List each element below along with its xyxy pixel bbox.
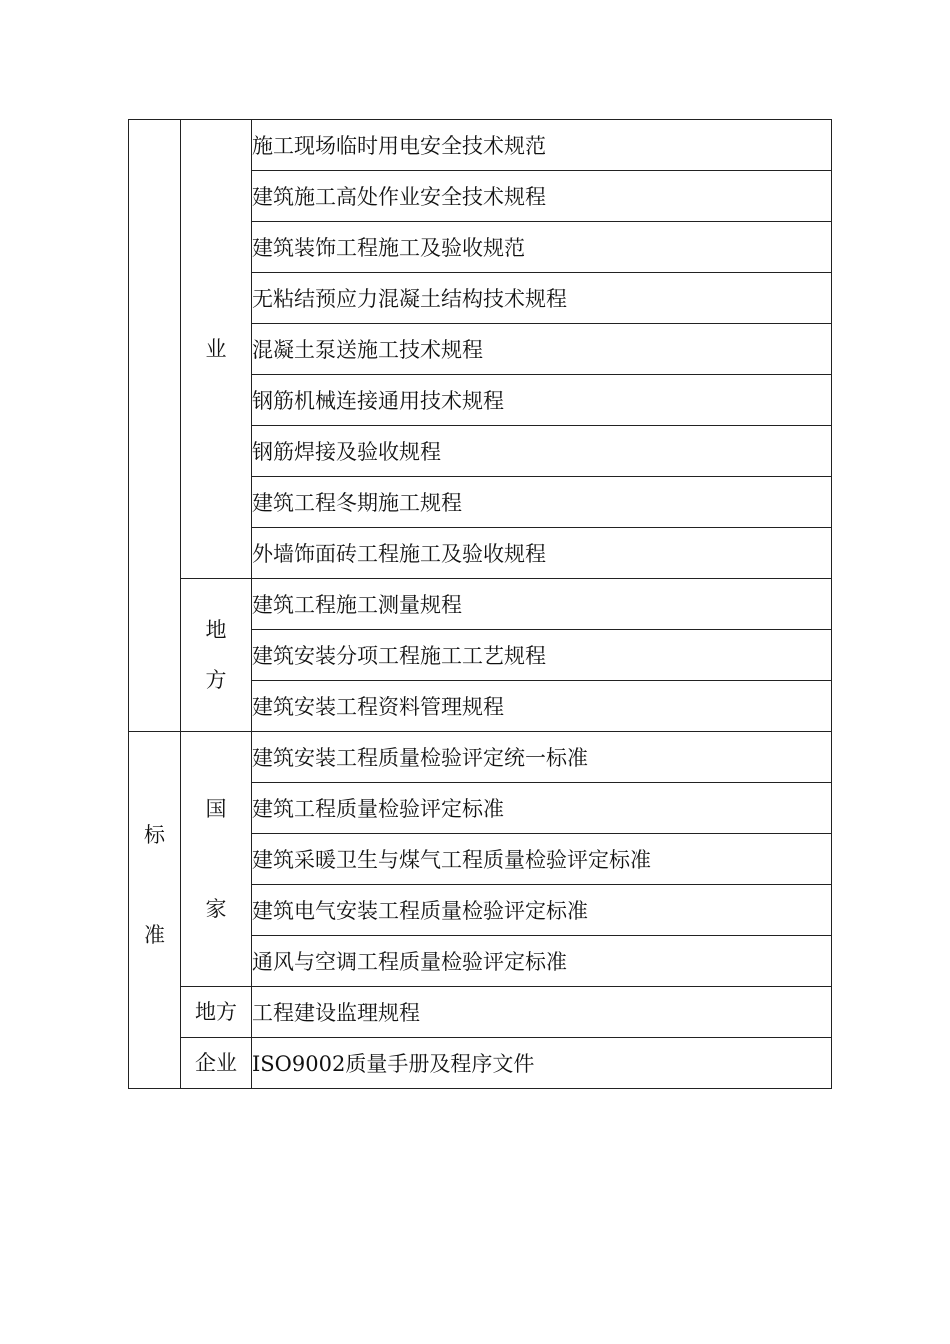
list-item: 钢筋焊接及验收规程 bbox=[252, 426, 832, 477]
subcategory-cell-qiye: 企业 bbox=[181, 1038, 252, 1089]
list-item: 建筑安装分项工程施工工艺规程 bbox=[252, 630, 832, 681]
list-item: 建筑装饰工程施工及验收规范 bbox=[252, 222, 832, 273]
table-row bbox=[129, 987, 832, 1038]
list-item: 建筑施工高处作业安全技术规程 bbox=[252, 171, 832, 222]
table-row bbox=[129, 120, 832, 171]
list-item: 建筑采暖卫生与煤气工程质量检验评定标准 bbox=[252, 834, 832, 885]
table-row bbox=[129, 732, 832, 783]
list-item: 无粘结预应力混凝土结构技术规程 bbox=[252, 273, 832, 324]
list-item: 建筑电气安装工程质量检验评定标准 bbox=[252, 885, 832, 936]
subcategory-cell-difang bbox=[181, 579, 252, 732]
list-item: 建筑安装工程质量检验评定统一标准 bbox=[252, 732, 832, 783]
list-item: 外墙饰面砖工程施工及验收规程 bbox=[252, 528, 832, 579]
table-row bbox=[129, 579, 832, 630]
list-item: 钢筋机械连接通用技术规程 bbox=[252, 375, 832, 426]
list-item: 混凝土泵送施工技术规程 bbox=[252, 324, 832, 375]
subcategory-cell-guojia bbox=[181, 732, 252, 987]
subcategory-label-char: 家 bbox=[205, 897, 227, 921]
list-item: 通风与空调工程质量检验评定标准 bbox=[252, 936, 832, 987]
category-cell-biaozhun bbox=[129, 732, 181, 1089]
subcategory-label-char: 方 bbox=[205, 668, 227, 692]
list-item: 建筑安装工程资料管理规程 bbox=[252, 681, 832, 732]
subcategory-cell-hangye bbox=[181, 120, 252, 579]
category-label-char: 准 bbox=[144, 923, 165, 947]
subcategory-label-char: 国 bbox=[205, 797, 227, 821]
subcategory-label: 业 bbox=[205, 337, 227, 361]
list-item: 工程建设监理规程 bbox=[252, 987, 832, 1038]
subcategory-cell-difang-2: 地方 bbox=[181, 987, 252, 1038]
list-item: ISO9002质量手册及程序文件 bbox=[252, 1038, 832, 1089]
list-item: 建筑工程质量检验评定标准 bbox=[252, 783, 832, 834]
table-row bbox=[129, 1038, 832, 1089]
list-item: 建筑工程冬期施工规程 bbox=[252, 477, 832, 528]
standards-table bbox=[128, 119, 832, 1089]
category-label-char: 标 bbox=[144, 823, 165, 847]
list-item: 建筑工程施工测量规程 bbox=[252, 579, 832, 630]
list-item: 施工现场临时用电安全技术规范 bbox=[252, 120, 832, 171]
category-cell-top bbox=[129, 120, 181, 732]
subcategory-label-char: 地 bbox=[205, 618, 227, 642]
